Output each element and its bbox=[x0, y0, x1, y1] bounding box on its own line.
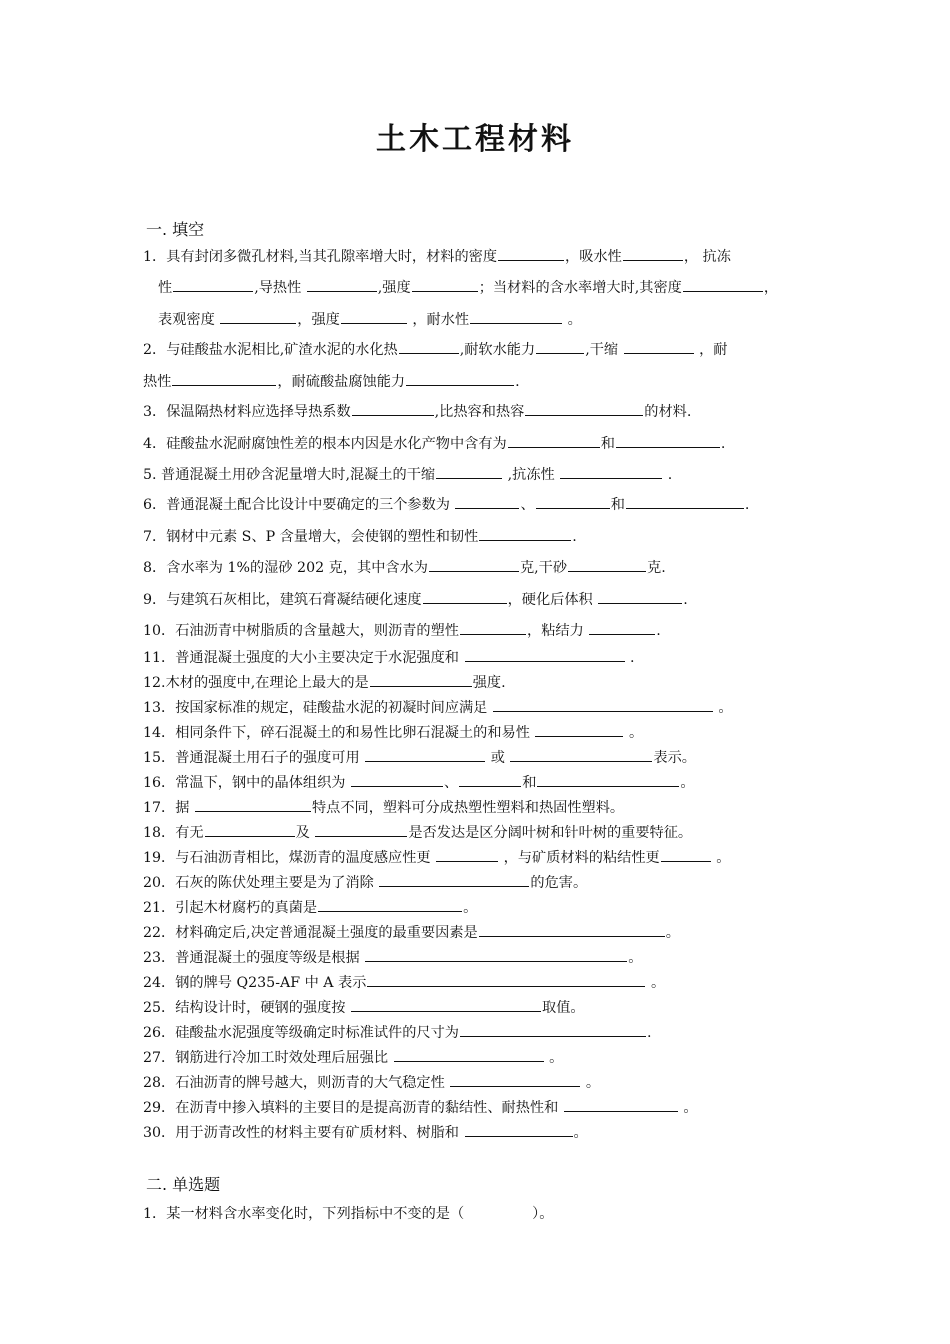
question-text: ，硬化后体积 bbox=[507, 592, 598, 608]
answer-blank[interactable] bbox=[351, 997, 541, 1012]
answer-blank[interactable] bbox=[455, 494, 519, 509]
answer-blank[interactable] bbox=[352, 401, 434, 416]
s1-question-line bbox=[143, 620, 661, 641]
question-text: 热性 bbox=[143, 374, 172, 390]
s1-question-line bbox=[143, 972, 665, 993]
answer-blank[interactable] bbox=[465, 647, 625, 662]
s1-question-line bbox=[143, 772, 695, 793]
question-text: 。 bbox=[628, 950, 643, 966]
document-title: 土木工程材料 bbox=[376, 122, 574, 157]
answer-blank[interactable] bbox=[598, 589, 682, 604]
s1-question-line bbox=[143, 589, 688, 610]
question-text: . bbox=[744, 497, 750, 513]
answer-blank[interactable] bbox=[470, 309, 562, 324]
answer-blank[interactable] bbox=[394, 1047, 544, 1062]
answer-blank[interactable] bbox=[536, 494, 610, 509]
question-text: 23．普通混凝土的强度等级是根据 bbox=[143, 950, 365, 966]
question-text: 20．石灰的陈伏处理主要是为了消除 bbox=[143, 875, 379, 891]
question-text: 性 bbox=[158, 280, 173, 296]
s1-question-line bbox=[143, 822, 692, 843]
question-text: 是否发达是区分阔叶树和针叶树的重要特征。 bbox=[408, 825, 693, 841]
question-text: . bbox=[720, 436, 726, 452]
question-text: 。 bbox=[544, 1050, 564, 1066]
question-text: 3．保温隔热材料应选择导热系数 bbox=[143, 404, 351, 420]
question-text: . bbox=[515, 374, 520, 390]
answer-blank[interactable] bbox=[220, 309, 296, 324]
question-text: 。 bbox=[680, 775, 695, 791]
answer-blank[interactable] bbox=[535, 722, 623, 737]
question-text: 15．普通混凝土用石子的强度可用 bbox=[143, 750, 365, 766]
answer-blank[interactable] bbox=[525, 401, 643, 416]
s1-question-line bbox=[143, 557, 666, 578]
answer-blank[interactable] bbox=[195, 797, 311, 812]
question-text: 和 bbox=[600, 436, 615, 452]
question-text: ；当材料的含水率增大时,其密度 bbox=[478, 280, 682, 296]
s1-question-line bbox=[143, 1097, 698, 1118]
question-text: . bbox=[625, 650, 635, 666]
question-text: . bbox=[647, 1025, 652, 1041]
question-text: 10．石油沥青中树脂质的含量越大，则沥青的塑性 bbox=[143, 623, 459, 639]
answer-blank[interactable] bbox=[429, 557, 519, 572]
answer-blank[interactable] bbox=[172, 371, 276, 386]
answer-blank[interactable] bbox=[367, 972, 645, 987]
s1-question-line bbox=[143, 433, 725, 454]
answer-blank[interactable] bbox=[460, 620, 526, 635]
s1-question-line bbox=[143, 997, 585, 1018]
question-text: ，粘结力 bbox=[527, 623, 589, 639]
s1-question-line bbox=[143, 722, 643, 743]
s1-question-line bbox=[143, 464, 672, 485]
question-text: 11．普通混凝土强度的大小主要决定于水泥强度和 bbox=[143, 650, 464, 666]
question-text: ,导热性 bbox=[254, 280, 306, 296]
question-text: 21．引起木材腐朽的真菌是 bbox=[143, 900, 318, 916]
answer-blank[interactable] bbox=[568, 557, 646, 572]
question-text: 25．结构设计时，硬钢的强度按 bbox=[143, 1000, 351, 1016]
question-text: 。 bbox=[573, 1125, 588, 1141]
answer-blank[interactable] bbox=[307, 277, 377, 292]
s1-question-line bbox=[143, 1072, 600, 1093]
question-text: ,比热容和热容 bbox=[434, 404, 525, 420]
question-text: 28．石油沥青的牌号越大，则沥青的大气稳定性 bbox=[143, 1075, 450, 1091]
answer-blank[interactable] bbox=[450, 1072, 580, 1087]
question-text: 克,干砂 bbox=[519, 560, 568, 576]
question-text: 。 bbox=[624, 725, 644, 741]
question-text: . bbox=[572, 529, 577, 545]
question-text: ）。 bbox=[532, 1206, 554, 1222]
answer-blank[interactable] bbox=[351, 772, 443, 787]
question-text: ,耐软水能力 bbox=[459, 342, 536, 358]
question-text: 24．钢的牌号 Q235-AF 中 A 表示 bbox=[143, 975, 367, 991]
question-text: 和 bbox=[610, 497, 625, 513]
question-text: 或 bbox=[486, 750, 510, 766]
s1-question-line bbox=[143, 1022, 652, 1043]
question-text: 表示。 bbox=[653, 750, 696, 766]
s1-question-line bbox=[143, 847, 730, 868]
question-text: 7．钢材中元素 S、P 含量增大，会使钢的塑性和韧性 bbox=[143, 529, 479, 545]
s1-question-line bbox=[143, 1122, 588, 1143]
question-text: 。 bbox=[463, 900, 478, 916]
question-text: 22．材料确定后,决定普通混凝土强度的最重要因素是 bbox=[143, 925, 478, 941]
s1-question-line bbox=[143, 339, 727, 360]
question-text: . bbox=[683, 592, 688, 608]
answer-blank[interactable] bbox=[406, 371, 514, 386]
question-text: ，与矿质材料的粘结性更 bbox=[499, 850, 660, 866]
question-text: 的危害。 bbox=[530, 875, 588, 891]
question-text: ，吸水性 bbox=[565, 249, 622, 265]
answer-blank[interactable] bbox=[626, 494, 744, 509]
answer-blank[interactable] bbox=[661, 847, 711, 862]
answer-blank[interactable] bbox=[537, 772, 679, 787]
answer-blank[interactable] bbox=[205, 822, 295, 837]
question-text: . bbox=[656, 623, 661, 639]
answer-blank[interactable] bbox=[436, 847, 498, 862]
question-text: ，耐硫酸盐腐蚀能力 bbox=[277, 374, 406, 390]
question-text: 。 bbox=[678, 1100, 698, 1116]
answer-blank[interactable] bbox=[365, 747, 485, 762]
s2-question-line bbox=[143, 1204, 553, 1224]
answer-blank[interactable] bbox=[173, 277, 253, 292]
answer-blank[interactable] bbox=[510, 747, 652, 762]
question-text: 1．具有封闭多微孔材料,当其孔隙率增大时，材料的密度 bbox=[143, 249, 498, 265]
question-text: ,干缩 bbox=[585, 342, 623, 358]
question-text: ，耐 bbox=[694, 342, 728, 358]
question-text: 1．某一材料含水率变化时，下列指标中不变的是（ bbox=[143, 1206, 465, 1222]
question-text: 30．用于沥青改性的材料主要有矿质材料、树脂和 bbox=[143, 1125, 464, 1141]
question-text: ， 抗冻 bbox=[683, 249, 731, 265]
answer-blank[interactable] bbox=[498, 246, 564, 261]
answer-blank[interactable] bbox=[341, 309, 407, 324]
answer-blank[interactable] bbox=[616, 433, 720, 448]
question-text: 19．与石油沥青相比，煤沥青的温度感应性更 bbox=[143, 850, 436, 866]
question-text: 的材料. bbox=[644, 404, 692, 420]
answer-blank[interactable] bbox=[399, 339, 459, 354]
question-text: 。 bbox=[563, 312, 582, 328]
answer-blank[interactable] bbox=[365, 947, 627, 962]
s1-question-line bbox=[143, 797, 624, 818]
s1-question-line bbox=[143, 697, 733, 718]
question-text: ， bbox=[763, 280, 779, 296]
answer-blank[interactable] bbox=[589, 620, 655, 635]
s1-question-line bbox=[143, 872, 587, 893]
question-text: 特点不同，塑料可分成热塑性塑料和热固性塑料。 bbox=[311, 800, 625, 816]
question-text: 强度. bbox=[472, 675, 506, 691]
question-text: 取值。 bbox=[542, 1000, 585, 1016]
s1-question-line bbox=[143, 371, 520, 392]
answer-blank[interactable] bbox=[624, 339, 694, 354]
question-text: ,强度 bbox=[377, 280, 411, 296]
answer-blank[interactable] bbox=[623, 246, 683, 261]
answer-blank[interactable] bbox=[493, 697, 713, 712]
question-text: 。 bbox=[646, 975, 666, 991]
question-text: 表观密度 bbox=[158, 312, 220, 328]
question-text: ,抗冻性 bbox=[503, 467, 560, 483]
question-text: 。 bbox=[581, 1075, 601, 1091]
answer-blank[interactable] bbox=[379, 872, 529, 887]
question-text: 9．与建筑石灰相比，建筑石膏凝结硬化速度 bbox=[143, 592, 422, 608]
answer-blank[interactable] bbox=[370, 672, 472, 687]
s1-question-line bbox=[158, 277, 778, 298]
question-text: 18．有无 bbox=[143, 825, 204, 841]
answer-blank[interactable] bbox=[508, 433, 600, 448]
answer-blank[interactable] bbox=[564, 1097, 678, 1112]
answer-blank[interactable] bbox=[460, 1022, 646, 1037]
answer-blank[interactable] bbox=[318, 897, 462, 912]
question-text: ，耐水性 bbox=[407, 312, 470, 328]
s1-question-line bbox=[143, 672, 506, 693]
question-text: 。 bbox=[665, 925, 680, 941]
question-text: 、 bbox=[520, 497, 535, 513]
question-text: 5. 普通混凝土用砂含泥量增大时,混凝土的干缩 bbox=[143, 467, 436, 483]
question-text: ，强度 bbox=[297, 312, 340, 328]
s1-question-line bbox=[143, 947, 642, 968]
question-text: 6．普通混凝土配合比设计中要确定的三个参数为 bbox=[143, 497, 455, 513]
answer-blank[interactable] bbox=[465, 1204, 531, 1218]
s1-question-line bbox=[143, 401, 691, 422]
s1-question-line bbox=[158, 309, 582, 330]
question-text: 8．含水率为 1%的湿砂 202 克，其中含水为 bbox=[143, 560, 428, 576]
answer-blank[interactable] bbox=[423, 589, 507, 604]
answer-blank[interactable] bbox=[479, 526, 571, 541]
question-text: 及 bbox=[295, 825, 315, 841]
section2-heading: 二. 单选题 bbox=[146, 1175, 221, 1194]
question-text: 27．钢筋进行冷加工时效处理后屈强比 bbox=[143, 1050, 393, 1066]
answer-blank[interactable] bbox=[479, 922, 665, 937]
s1-question-line bbox=[143, 897, 477, 918]
s1-question-line bbox=[143, 526, 577, 547]
answer-blank[interactable] bbox=[315, 822, 407, 837]
question-text: 12.木材的强度中,在理论上最大的是 bbox=[143, 675, 369, 691]
question-text: 13．按国家标准的规定，硅酸盐水泥的初凝时间应满足 bbox=[143, 700, 492, 716]
question-text: 16．常温下，钢中的晶体组织为 bbox=[143, 775, 351, 791]
answer-blank[interactable] bbox=[436, 464, 502, 479]
answer-blank[interactable] bbox=[560, 464, 662, 479]
question-text: . bbox=[663, 467, 673, 483]
s1-question-line bbox=[143, 494, 749, 515]
question-text: 。 bbox=[713, 700, 733, 716]
question-text: 。 bbox=[711, 850, 731, 866]
answer-blank[interactable] bbox=[536, 339, 584, 354]
section1-heading: 一. 填空 bbox=[146, 220, 205, 239]
s1-question-line bbox=[143, 1047, 563, 1068]
s1-question-line bbox=[143, 246, 731, 267]
answer-blank[interactable] bbox=[412, 277, 478, 292]
question-text: 14．相同条件下，碎石混凝土的和易性比卵石混凝土的和易性 bbox=[143, 725, 535, 741]
question-text: 29．在沥青中掺入填料的主要目的是提高沥青的黏结性、耐热性和 bbox=[143, 1100, 563, 1116]
question-text: 2．与硅酸盐水泥相比,矿渣水泥的水化热 bbox=[143, 342, 398, 358]
answer-blank[interactable] bbox=[459, 772, 521, 787]
question-text: 4．硅酸盐水泥耐腐蚀性差的根本内因是水化产物中含有为 bbox=[143, 436, 507, 452]
s1-question-line bbox=[143, 647, 635, 668]
question-text: 和 bbox=[522, 775, 537, 791]
question-text: 17．据 bbox=[143, 800, 194, 816]
s1-question-line bbox=[143, 747, 696, 768]
question-text: 克. bbox=[647, 560, 666, 576]
question-text: 26．硅酸盐水泥强度等级确定时标准试件的尺寸为 bbox=[143, 1025, 459, 1041]
s1-question-line bbox=[143, 922, 680, 943]
question-text: 、 bbox=[444, 775, 459, 791]
answer-blank[interactable] bbox=[683, 277, 763, 292]
answer-blank[interactable] bbox=[465, 1122, 573, 1137]
